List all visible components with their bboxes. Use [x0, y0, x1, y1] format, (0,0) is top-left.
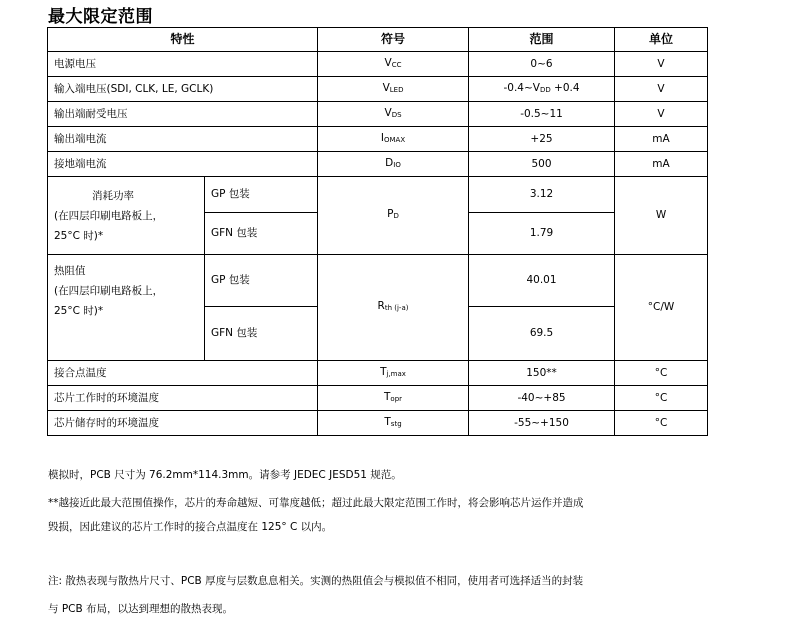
row-name: 输入端电压(SDI, CLK, LE, GCLK) — [48, 77, 318, 102]
thermal-val-gfn: 69.5 — [469, 307, 615, 361]
thermal-pkg-gfn: GFN 包装 — [205, 307, 318, 361]
row-symbol: Tj,max — [318, 361, 469, 386]
row-symbol: Topr — [318, 386, 469, 411]
table-row — [48, 386, 708, 411]
header-range: 范围 — [469, 28, 615, 52]
note-thermal-line1: 注: 散热表现与散热片尺寸、PCB 厚度与层数息息相关。实测的热阻值会与模拟值不相同，使用者可选择适当的封装 — [48, 575, 584, 587]
power-pkg-gp: GP 包装 — [205, 177, 318, 213]
row-unit: °C — [615, 361, 708, 386]
table-header-row — [48, 28, 708, 52]
table-row-power — [48, 177, 708, 213]
note-junction-line1: **越接近此最大范围值操作，芯片的寿命越短、可靠度越低；超过此最大限定范围工作时，将会影响芯片运作并造成 — [48, 497, 584, 509]
table-row — [48, 127, 708, 152]
row-unit: °C — [615, 411, 708, 436]
power-label: 消耗功率 (在四层印刷电路板上， 25°C 时)* — [48, 177, 205, 255]
row-name: 输出端耐受电压 — [48, 102, 318, 127]
row-range: -0.4~VDD +0.4 — [469, 77, 615, 102]
row-unit: V — [615, 102, 708, 127]
table-row — [48, 361, 708, 386]
row-name: 芯片储存时的环境温度 — [48, 411, 318, 436]
power-unit: W — [615, 177, 708, 255]
max-ratings-table — [47, 27, 708, 436]
row-symbol: DIO — [318, 152, 469, 177]
row-range: 150** — [469, 361, 615, 386]
row-symbol: Tstg — [318, 411, 469, 436]
thermal-symbol: Rth (j-a) — [318, 255, 469, 361]
row-name: 接地端电流 — [48, 152, 318, 177]
table-row-thermal — [48, 255, 708, 307]
row-range: +25 — [469, 127, 615, 152]
header-symbol: 符号 — [318, 28, 469, 52]
row-unit: °C — [615, 386, 708, 411]
table-row — [48, 411, 708, 436]
row-unit: mA — [615, 127, 708, 152]
power-pkg-gfn: GFN 包装 — [205, 213, 318, 255]
note-thermal-line2: 与 PCB 布局，以达到理想的散热表现。 — [48, 603, 234, 615]
header-characteristic: 特性 — [48, 28, 318, 52]
row-symbol: VDS — [318, 102, 469, 127]
row-range: -0.5~11 — [469, 102, 615, 127]
thermal-pkg-gp: GP 包装 — [205, 255, 318, 307]
row-symbol: IOMAX — [318, 127, 469, 152]
row-range: 0~6 — [469, 52, 615, 77]
note-junction-line2: 毁损，因此建议的芯片工作时的接合点温度在 125° C 以内。 — [48, 521, 333, 533]
row-name: 芯片工作时的环境温度 — [48, 386, 318, 411]
power-val-gfn: 1.79 — [469, 213, 615, 255]
table-row — [48, 152, 708, 177]
row-symbol: VLED — [318, 77, 469, 102]
row-name: 接合点温度 — [48, 361, 318, 386]
thermal-unit: °C/W — [615, 255, 708, 361]
row-symbol: VCC — [318, 52, 469, 77]
row-unit: V — [615, 52, 708, 77]
thermal-label: 热阻值 (在四层印刷电路板上， 25°C 时)* — [48, 255, 205, 361]
row-range: -40~+85 — [469, 386, 615, 411]
row-name: 输出端电流 — [48, 127, 318, 152]
page-title: 最大限定范围 — [48, 7, 153, 27]
row-range: -55~+150 — [469, 411, 615, 436]
power-val-gp: 3.12 — [469, 177, 615, 213]
header-unit: 单位 — [615, 28, 708, 52]
row-unit: mA — [615, 152, 708, 177]
table-row — [48, 102, 708, 127]
row-name: 电源电压 — [48, 52, 318, 77]
thermal-val-gp: 40.01 — [469, 255, 615, 307]
power-symbol: PD — [318, 177, 469, 255]
row-unit: V — [615, 77, 708, 102]
note-simulation: 模拟时，PCB 尺寸为 76.2mm*114.3mm。请参考 JEDEC JESD51 规范。 — [48, 469, 402, 481]
table-row — [48, 52, 708, 77]
row-range: 500 — [469, 152, 615, 177]
table-row — [48, 77, 708, 102]
